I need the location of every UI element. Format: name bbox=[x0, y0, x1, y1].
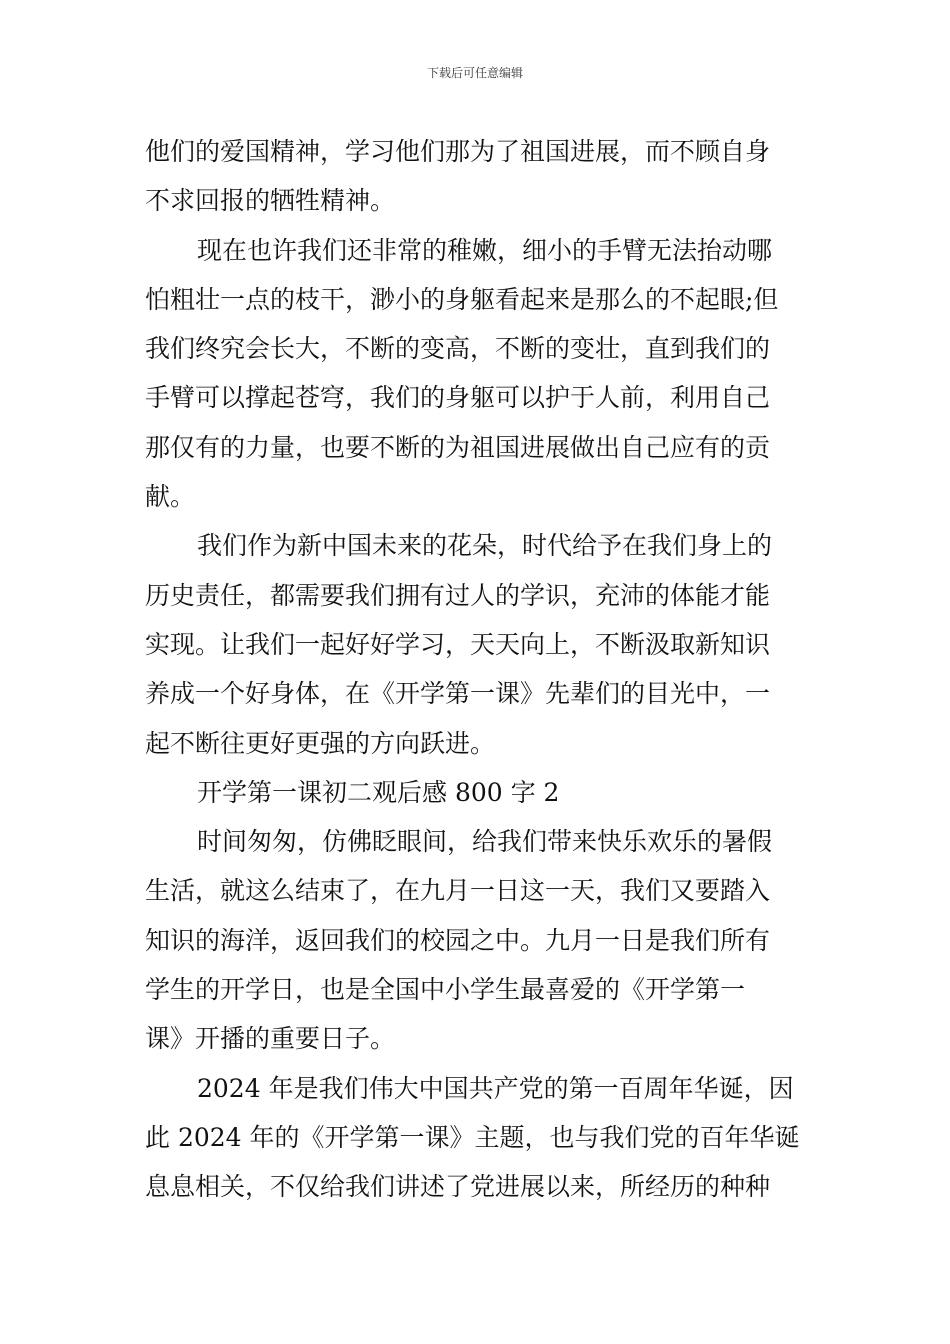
text-line: 他们的爱国精神，学习他们那为了祖国进展，而不顾自身 bbox=[145, 137, 771, 166]
text-line: 养成一个好身体，在《开学第一课》先辈们的目光中，一 bbox=[145, 679, 771, 709]
body-text bbox=[145, 127, 810, 1212]
text-line: 那仅有的力量，也要不断的为祖国进展做出自己应有的贡 bbox=[145, 432, 771, 462]
text-line: 历史责任，都需要我们拥有过人的学识，充沛的体能才能 bbox=[145, 580, 771, 610]
text-line: 生活，就这么结束了，在九月一日这一天，我们又要踏入 bbox=[145, 876, 771, 906]
text-line: 手臂可以撑起苍穹，我们的身躯可以护于人前，利用自己 bbox=[145, 383, 771, 413]
text-line: 献。 bbox=[145, 482, 196, 512]
text-line: 怕粗壮一点的枝干，渺小的身躯看起来是那么的不起眼;但 bbox=[145, 284, 779, 314]
text-line: 学生的开学日，也是全国中小学生最喜爱的《开学第一 bbox=[145, 975, 746, 1005]
text-line: 实现。让我们一起好好学习，天天向上，不断汲取新知识 bbox=[145, 629, 771, 659]
text-line: 我们作为新中国未来的花朵，时代给予在我们身上的 bbox=[197, 531, 773, 561]
text-line: 我们终究会长大，不断的变高，不断的变壮，直到我们的 bbox=[145, 334, 771, 364]
text-line: 起不断往更好更强的方向跃进。 bbox=[145, 728, 496, 758]
text-line: 息息相关，不仅给我们讲述了党进展以来，所经历的种种 bbox=[145, 1172, 771, 1202]
text-line: 时间匆匆，仿佛眨眼间，给我们带来快乐欢乐的暑假 bbox=[197, 827, 773, 857]
text-line: 知识的海洋，返回我们的校园之中。九月一日是我们所有 bbox=[145, 925, 771, 955]
text-line: 开学第一课初二观后感 800 字 2 bbox=[197, 777, 560, 807]
text-line: 课》开播的重要日子。 bbox=[145, 1024, 396, 1054]
text-line: 2024 年是我们伟大中国共产党的第一百周年华诞，因 bbox=[197, 1073, 794, 1103]
text-line: 现在也许我们还非常的稚嫩，细小的手臂无法抬动哪 bbox=[197, 235, 773, 265]
text-line: 此 2024 年的《开学第一课》主题，也与我们党的百年华诞 bbox=[145, 1122, 800, 1152]
page-header: 下载后可任意编辑 bbox=[426, 66, 523, 80]
text-line: 不求回报的牺牲精神。 bbox=[145, 186, 396, 216]
